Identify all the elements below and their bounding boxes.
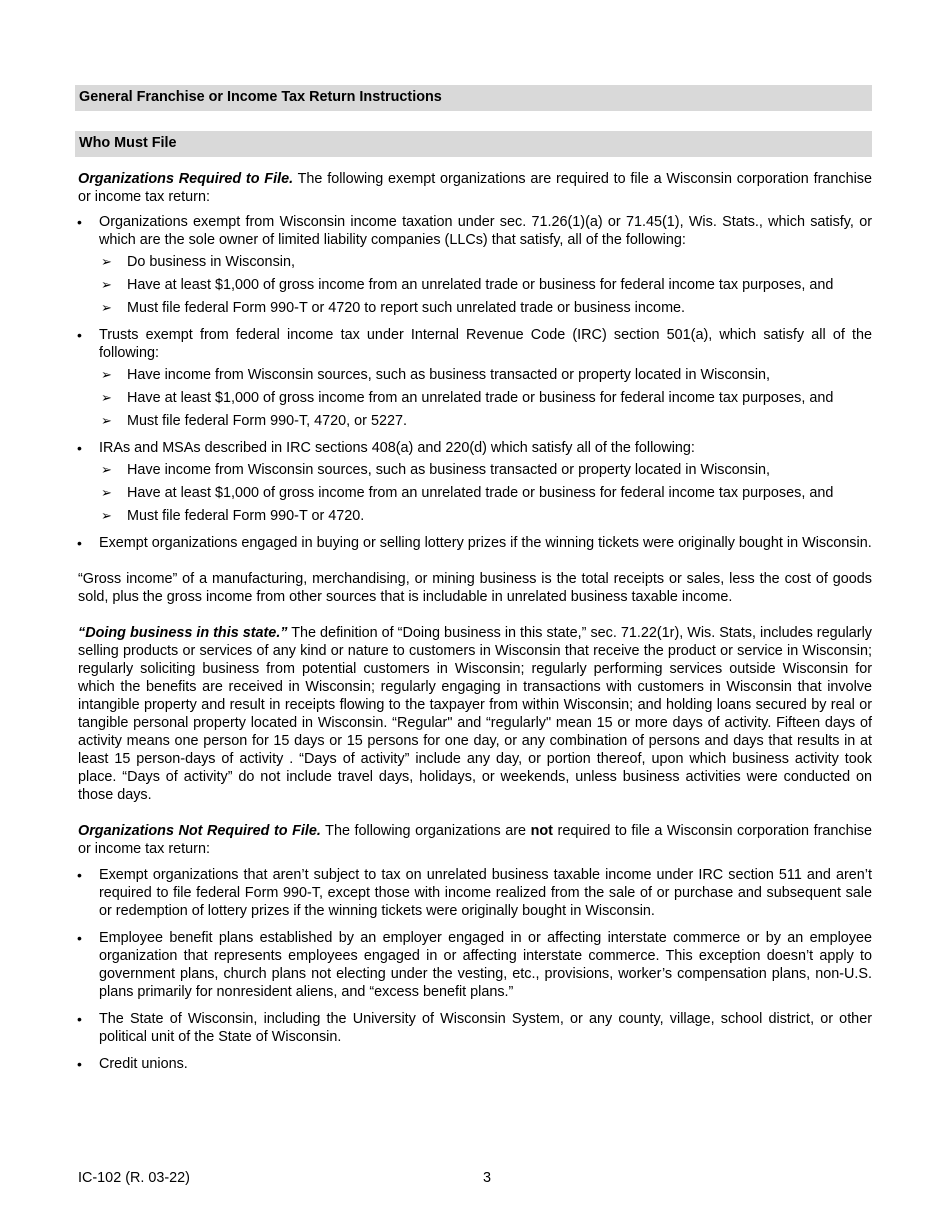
list-item-text: Trusts exempt from federal income tax under Internal Revenue Code (IRC) section 501(a), which satisfy all of the following: bbox=[99, 327, 872, 361]
bullet-icon: • bbox=[77, 930, 82, 946]
not-emphasis: not bbox=[530, 823, 553, 839]
arrow-bullet-icon: ➢ bbox=[101, 413, 112, 428]
arrow-bullet-icon: ➢ bbox=[101, 485, 112, 500]
bullet-icon: • bbox=[77, 867, 82, 883]
sub-list bbox=[99, 253, 872, 317]
list-item: • The State of Wisconsin, including the University of Wisconsin System, or any county, village, school district, or other political unit of the State of Wisconsin. bbox=[77, 1011, 872, 1045]
required-intro-text: The following exempt organizations are required to file a Wisconsin corporation franchise or income tax return: bbox=[78, 171, 872, 205]
not-required-list bbox=[75, 866, 872, 1073]
sub-list-item: ➢ Must file federal Form 990-T, 4720, or 5227. bbox=[101, 413, 407, 429]
required-intro bbox=[78, 170, 872, 206]
arrow-bullet-icon: ➢ bbox=[101, 254, 112, 269]
sub-list bbox=[99, 461, 872, 525]
list-item: • Employee benefit plans established by an employer engaged in or affecting interstate commerce or by an employee organization that represents employees engaged in or affecting interstate commerce. This exception doesn’t apply to government plans, church plans not electing under the vesting, etc., provisions, worker’s compensation plans, non-U.S. plans primarily for nonresident aliens, and “excess benefit plans.” bbox=[77, 930, 872, 1000]
list-item bbox=[75, 213, 872, 317]
arrow-bullet-icon: ➢ bbox=[101, 300, 112, 315]
list-item bbox=[75, 439, 872, 525]
list-item-text: IRAs and MSAs described in IRC sections 408(a) and 220(d) which satisfy all of the following: bbox=[99, 440, 695, 456]
arrow-bullet-icon: ➢ bbox=[101, 390, 112, 405]
page-number: 3 bbox=[483, 1170, 492, 1186]
doing-business-lead: “Doing business in this state.” bbox=[78, 625, 288, 641]
doing-business-paragraph bbox=[78, 624, 872, 804]
required-lead: Organizations Required to File. bbox=[78, 171, 294, 187]
sub-list bbox=[99, 366, 872, 430]
list-item-text: Organizations exempt from Wisconsin income taxation under sec. 71.26(1)(a) or 71.45(1), Wis. Stats., which satisfy, or which are the sole owner of limited liability companies (LLCs) that satisfy, all of the following: bbox=[99, 214, 872, 248]
sub-list-item: ➢ Have at least $1,000 of gross income from an unrelated trade or business for federal income tax purposes, and bbox=[101, 390, 834, 406]
bullet-icon: • bbox=[77, 327, 82, 343]
bullet-icon: • bbox=[77, 214, 82, 230]
bullet-icon: • bbox=[77, 440, 82, 456]
arrow-bullet-icon: ➢ bbox=[101, 367, 112, 382]
form-id: IC-102 (R. 03-22) bbox=[78, 1170, 190, 1186]
sub-list-item: ➢ Must file federal Form 990-T or 4720 to report such unrelated trade or business income. bbox=[101, 300, 686, 316]
arrow-bullet-icon: ➢ bbox=[101, 462, 112, 477]
page-title: General Franchise or Income Tax Return Instructions bbox=[75, 85, 872, 111]
doing-business-text: The definition of “Doing business in this state,” sec. 71.22(1r), Wis. Stats, includes regularly selling products or services of any kind or nature to customers in Wisconsin that receive the product or service in Wisconsin; regularly soliciting business from potential customers in Wisconsin; regularly performing services outside Wisconsin for which the benefits are received in Wisconsin; regularly engaging in transactions with customers in Wisconsin that involve intangible property and result in receipts flowing to the taxpayer from within Wisconsin; and holding loans secured by real or tangible personal property located in Wisconsin. “Regular" and “regularly" mean 15 or more days of activity. Fifteen days of activity means one person for 15 days or 15 persons for one day, or any combination of persons and days that results in at least 15 person-days of activity . “Days of activity” include any day, or portion thereof, upon which business activity took place. “Days of activity” do not include travel days, holidays, or weekends, unless business activities were conducted on those days. bbox=[78, 625, 872, 803]
gross-income-paragraph: “Gross income” of a manufacturing, merchandising, or mining business is the total receipts or sales, less the cost of goods sold, plus the gross income from other sources that is includable in unrelated business taxable income. bbox=[78, 571, 872, 605]
sub-list-item: ➢ Have at least $1,000 of gross income from an unrelated trade or business for federal income tax purposes, and bbox=[101, 485, 834, 501]
list-item: • Exempt organizations that aren’t subject to tax on unrelated business taxable income under IRC section 511 and aren’t required to file federal Form 990-T, except those with income realized from the sale of or purchase and subsequent sale or redemption of lottery prizes if the winning tickets were originally bought in Wisconsin. bbox=[77, 867, 872, 919]
bullet-icon: • bbox=[77, 1011, 82, 1027]
sub-list-item: ➢ Have at least $1,000 of gross income from an unrelated trade or business for federal income tax purposes, and bbox=[101, 277, 834, 293]
list-item-text: Exempt organizations engaged in buying or selling lottery prizes if the winning tickets were originally bought in Wisconsin. bbox=[99, 535, 872, 551]
bullet-icon: • bbox=[77, 1056, 82, 1072]
page-content bbox=[75, 85, 872, 1082]
list-item: • Credit unions. bbox=[77, 1056, 188, 1072]
section-heading: Who Must File bbox=[75, 131, 872, 157]
not-required-intro: Organizations Not Required to File. The following organizations are not required to file a Wisconsin corporation franchise or income tax return: bbox=[78, 823, 872, 857]
list-item bbox=[75, 534, 872, 552]
sub-list-item: ➢ Have income from Wisconsin sources, such as business transacted or property located in Wisconsin, bbox=[101, 367, 771, 383]
bullet-icon: • bbox=[77, 535, 82, 551]
not-required-lead: Organizations Not Required to File. bbox=[78, 823, 321, 839]
sub-list-item: ➢ Have income from Wisconsin sources, such as business transacted or property located in Wisconsin, bbox=[101, 462, 771, 478]
required-list bbox=[75, 213, 872, 552]
sub-list-item: ➢ Must file federal Form 990-T or 4720. bbox=[101, 508, 365, 524]
arrow-bullet-icon: ➢ bbox=[101, 508, 112, 523]
sub-list-item: ➢ Do business in Wisconsin, bbox=[101, 254, 295, 270]
arrow-bullet-icon: ➢ bbox=[101, 277, 112, 292]
list-item bbox=[75, 326, 872, 430]
